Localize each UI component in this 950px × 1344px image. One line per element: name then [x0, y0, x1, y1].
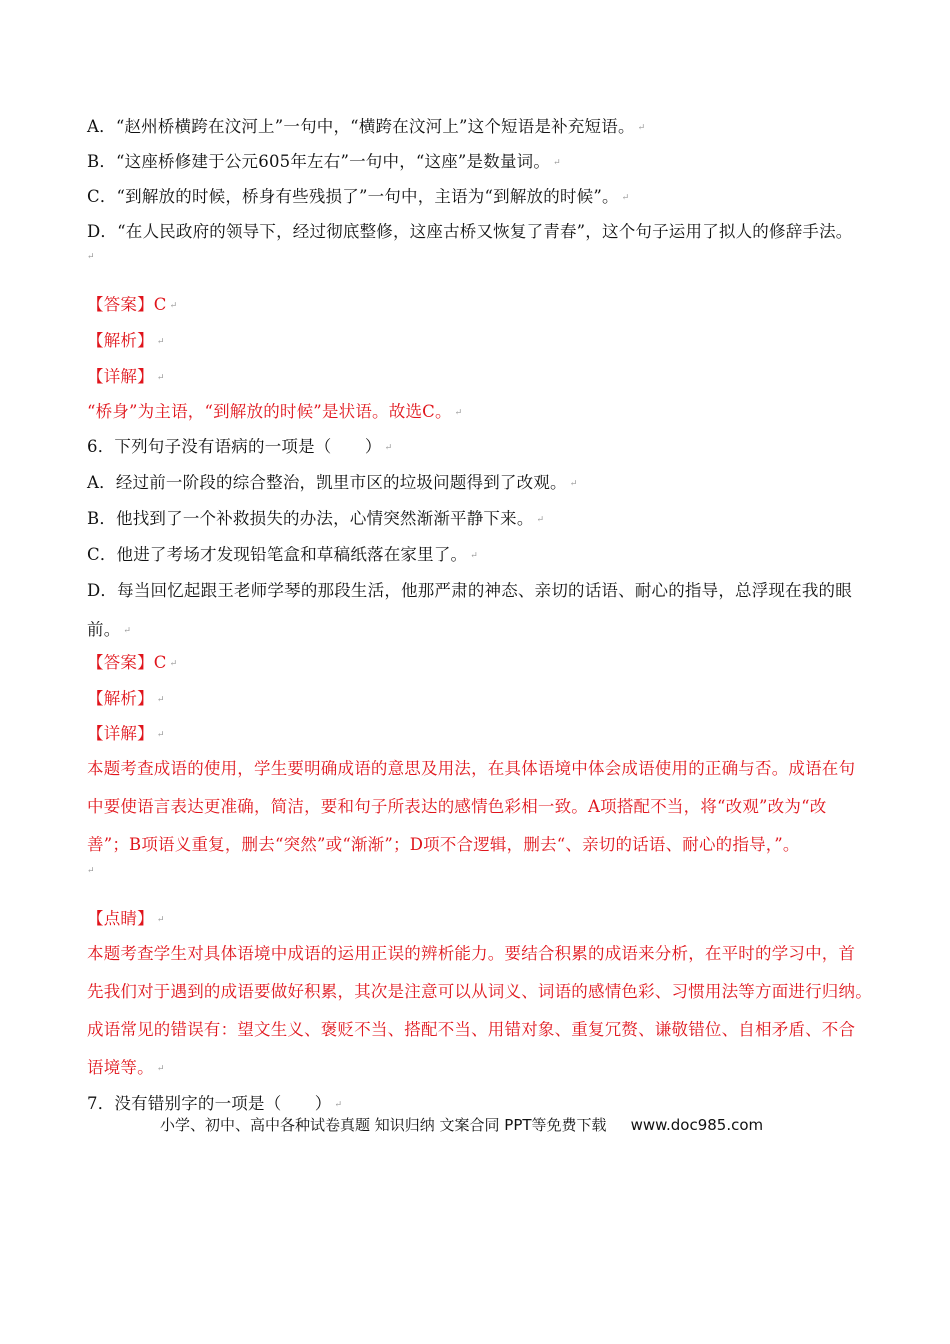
paragraph-mark-icon: ↵	[553, 157, 561, 168]
q6-detail-line: 本题考查成语的使用，学生要明确成语的意思及用法，在具体语境中体会成语使用的正确与否。成语在句	[87, 759, 856, 778]
paragraph-mark-icon: ↵	[123, 625, 132, 636]
q6-option-a: A．经过前一阶段的综合整治，凯里市区的垃圾问题得到了改观。 ↵	[87, 473, 578, 492]
paragraph-mark-icon: ↵	[334, 1099, 343, 1110]
q5-option-d: D．“在人民政府的领导下，经过彻底整修，这座古桥又恢复了青春”，这个句子运用了拟人的修辞手法。	[87, 222, 853, 241]
q6-detail-line: 善”；B项语义重复，删去“突然”或“渐渐”；D项不合逻辑，删去“、亲切的话语、耐心的指导，”。	[87, 835, 800, 854]
paragraph-mark-icon: ↵	[454, 407, 463, 418]
paragraph-mark-icon: ↵	[156, 914, 165, 925]
q6-analysis-label: 【解析】 ↵	[87, 689, 165, 708]
paragraph-mark-icon: ↵	[637, 122, 646, 133]
q6-option-d-cont: 前。 ↵	[87, 620, 132, 639]
q5-detail-label: 【详解】 ↵	[87, 367, 165, 386]
paragraph-mark-icon: ↵	[156, 1063, 165, 1074]
paragraph-mark-icon: ↵	[87, 252, 95, 262]
q6-question: 6．下列句子没有语病的一项是（ ） ↵	[87, 437, 393, 456]
q6-dianjing-label: 【点睛】 ↵	[87, 909, 165, 928]
paragraph-mark-icon: ↵	[156, 729, 165, 740]
q6-dianjing-line: 先我们对于遇到的成语要做好积累，其次是注意可以从词义、词语的感情色彩、习惯用法等方面进行归纳。	[87, 982, 872, 1001]
q6-detail-label: 【详解】 ↵	[87, 724, 165, 743]
paragraph-mark-icon: ↵	[87, 866, 95, 876]
footer-url: www.doc985.com	[630, 1116, 764, 1134]
paragraph-mark-icon: ↵	[536, 514, 545, 525]
q5-option-a: A．“赵州桥横跨在汶河上”一句中，“横跨在汶河上”这个短语是补充短语。 ↵	[87, 117, 646, 136]
paragraph-mark-icon: ↵	[156, 694, 165, 705]
q5-option-b: B．“这座桥修建于公元605年左右”一句中，“这座”是数量词。 ↵	[87, 152, 561, 171]
q5-analysis-label: 【解析】 ↵	[87, 331, 165, 350]
q5-detail-text: “桥身”为主语，“到解放的时候”是状语。故选C。 ↵	[87, 402, 463, 421]
paragraph-mark-icon: ↵	[156, 336, 165, 347]
footer-text: 小学、初中、高中各种试卷真题 知识归纳 文案合同 PPT等免费下载	[160, 1116, 607, 1134]
paragraph-mark-icon: ↵	[169, 300, 178, 311]
q6-option-b: B．他找到了一个补救损失的办法，心情突然渐渐平静下来。 ↵	[87, 509, 545, 528]
paragraph-mark-icon: ↵	[156, 372, 165, 383]
q6-answer: 【答案】C ↵	[87, 653, 178, 672]
q6-option-d: D．每当回忆起跟王老师学琴的那段生活，他那严肃的神态、亲切的话语、耐心的指导，总浮现在我的眼	[87, 581, 852, 600]
paragraph-mark-icon: ↵	[384, 442, 393, 453]
q6-dianjing-line: 语境等。 ↵	[87, 1058, 165, 1077]
q6-detail-line: 中要使语言表达更准确，简洁，要和句子所表达的感情色彩相一致。A项搭配不当，将“改观”改为“改	[87, 797, 827, 816]
q6-dianjing-line: 成语常见的错误有：望文生义、褒贬不当、搭配不当、用错对象、重复冗赘、谦敬错位、自相矛盾、不合	[87, 1020, 856, 1039]
q5-answer: 【答案】C ↵	[87, 295, 178, 314]
paragraph-mark-icon: ↵	[470, 550, 478, 561]
q5-option-c: C．“到解放的时候，桥身有些残损了”一句中，主语为“到解放的时候”。 ↵	[87, 187, 630, 206]
page-footer	[160, 1114, 763, 1136]
q7-question: 7．没有错别字的一项是（ ） ↵	[87, 1094, 343, 1113]
paragraph-mark-icon: ↵	[569, 478, 578, 489]
q6-dianjing-line: 本题考查学生对具体语境中成语的运用正误的辨析能力。要结合积累的成语来分析，在平时的学习中，首	[87, 944, 856, 963]
paragraph-mark-icon: ↵	[169, 658, 178, 669]
paragraph-mark-icon: ↵	[621, 192, 630, 203]
q6-option-c: C．他进了考场才发现铅笔盒和草稿纸落在家里了。 ↵	[87, 545, 478, 564]
